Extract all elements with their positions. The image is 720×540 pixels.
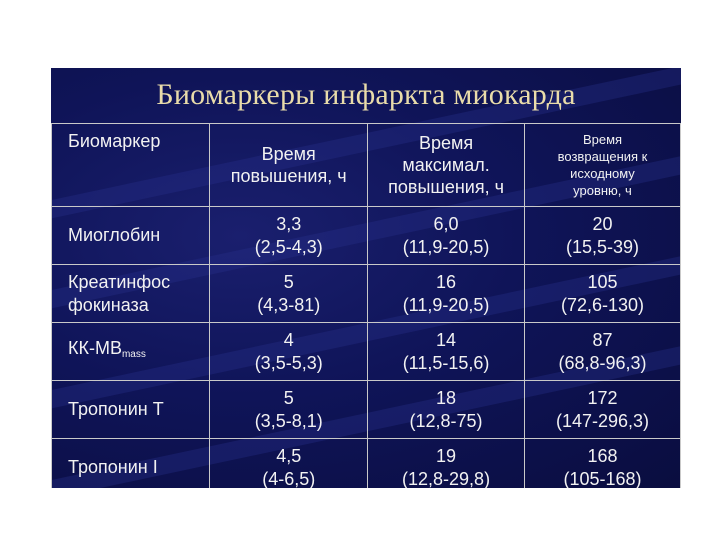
peak-value: 19: [436, 445, 457, 466]
return-value: 105: [587, 271, 618, 292]
biomarker-name-cell: [52, 265, 210, 323]
peak-range: (12,8-29,8): [402, 468, 491, 488]
slide: [51, 68, 681, 488]
header-biomarker: [52, 124, 210, 207]
table-row: [52, 381, 681, 439]
header-peak-line2: максимал.: [402, 155, 490, 175]
return-time-cell: [524, 439, 680, 489]
rise-value: 3,3: [276, 213, 302, 234]
rise-value: 4,5: [276, 445, 302, 466]
header-rise-line2: повышения, ч: [230, 166, 347, 186]
peak-time-cell: [368, 207, 525, 265]
biomarker-name: Тропонин I: [68, 457, 158, 477]
peak-time-cell: [368, 265, 525, 323]
biomarker-name-subscript: mass: [121, 349, 146, 360]
peak-range: (11,9-20,5): [402, 294, 490, 315]
peak-time-cell: [368, 439, 525, 489]
biomarker-name-cell: [52, 323, 210, 381]
slide-title: Биомаркеры инфаркта миокарда: [156, 78, 576, 111]
return-range: (105-168): [563, 468, 642, 488]
header-return-line4: уровню, ч: [573, 183, 632, 198]
table-row: [52, 439, 681, 489]
return-time-cell: [524, 381, 680, 439]
peak-value: 18: [436, 387, 457, 408]
peak-value: 16: [436, 271, 457, 292]
header-peak-line3: повышения, ч: [388, 177, 504, 197]
return-range: (72,6-130): [560, 294, 645, 315]
return-time-cell: [524, 323, 680, 381]
rise-value: 5: [283, 387, 294, 408]
return-range: (15,5-39): [565, 236, 640, 257]
return-range: (147-296,3): [555, 410, 650, 431]
header-return-time: [524, 124, 680, 207]
biomarker-name: КК-МВ: [68, 338, 122, 358]
rise-time-cell: [210, 323, 368, 381]
biomarker-table: [51, 123, 681, 488]
return-time-cell: [524, 207, 680, 265]
rise-range: (3,5-8,1): [254, 410, 323, 431]
header-return-line1: Время: [582, 132, 623, 147]
header-return-line3: исходному: [570, 166, 635, 181]
peak-range: (11,5-15,6): [402, 352, 490, 373]
biomarker-name: Миоглобин: [68, 225, 161, 245]
rise-time-cell: [210, 381, 368, 439]
table-row: [52, 265, 681, 323]
peak-range: (12,8-75): [409, 410, 483, 431]
header-rise-line1: Время: [261, 144, 316, 164]
peak-time-cell: [368, 323, 525, 381]
rise-range: (4,3-81): [257, 294, 321, 315]
biomarker-name-cell: [52, 207, 210, 265]
rise-range: (3,5-5,3): [254, 352, 323, 373]
rise-time-cell: [210, 265, 368, 323]
return-value: 168: [587, 445, 618, 466]
rise-time-cell: [210, 207, 368, 265]
biomarker-name-cell: [52, 381, 210, 439]
biomarker-name: Креатинфос: [68, 271, 171, 292]
peak-time-cell: [368, 381, 525, 439]
rise-range: (4-6,5): [262, 468, 316, 488]
header-return-line2: возвращения к: [557, 149, 648, 164]
return-time-cell: [524, 265, 680, 323]
biomarker-name-cell: [52, 439, 210, 489]
table-row: [52, 323, 681, 381]
header-biomarker-label: Биомаркер: [68, 131, 161, 151]
return-value: 172: [587, 387, 618, 408]
header-peak-time: [368, 124, 525, 207]
peak-value: 6,0: [433, 213, 459, 234]
return-range: (68,8-96,3): [558, 352, 647, 373]
header-peak-line1: Время: [418, 133, 474, 153]
biomarker-name: Тропонин Т: [68, 399, 164, 419]
return-value: 87: [592, 329, 613, 350]
return-value: 20: [592, 213, 613, 234]
rise-range: (2,5-4,3): [254, 236, 323, 257]
header-rise-time: [210, 124, 368, 207]
biomarker-name-cont: фокиназа: [68, 294, 149, 315]
peak-range: (11,9-20,5): [402, 236, 490, 257]
table-row: [52, 207, 681, 265]
rise-value: 5: [283, 271, 294, 292]
rise-value: 4: [283, 329, 294, 350]
table-header-row: [52, 124, 681, 207]
peak-value: 14: [436, 329, 457, 350]
rise-time-cell: [210, 439, 368, 489]
